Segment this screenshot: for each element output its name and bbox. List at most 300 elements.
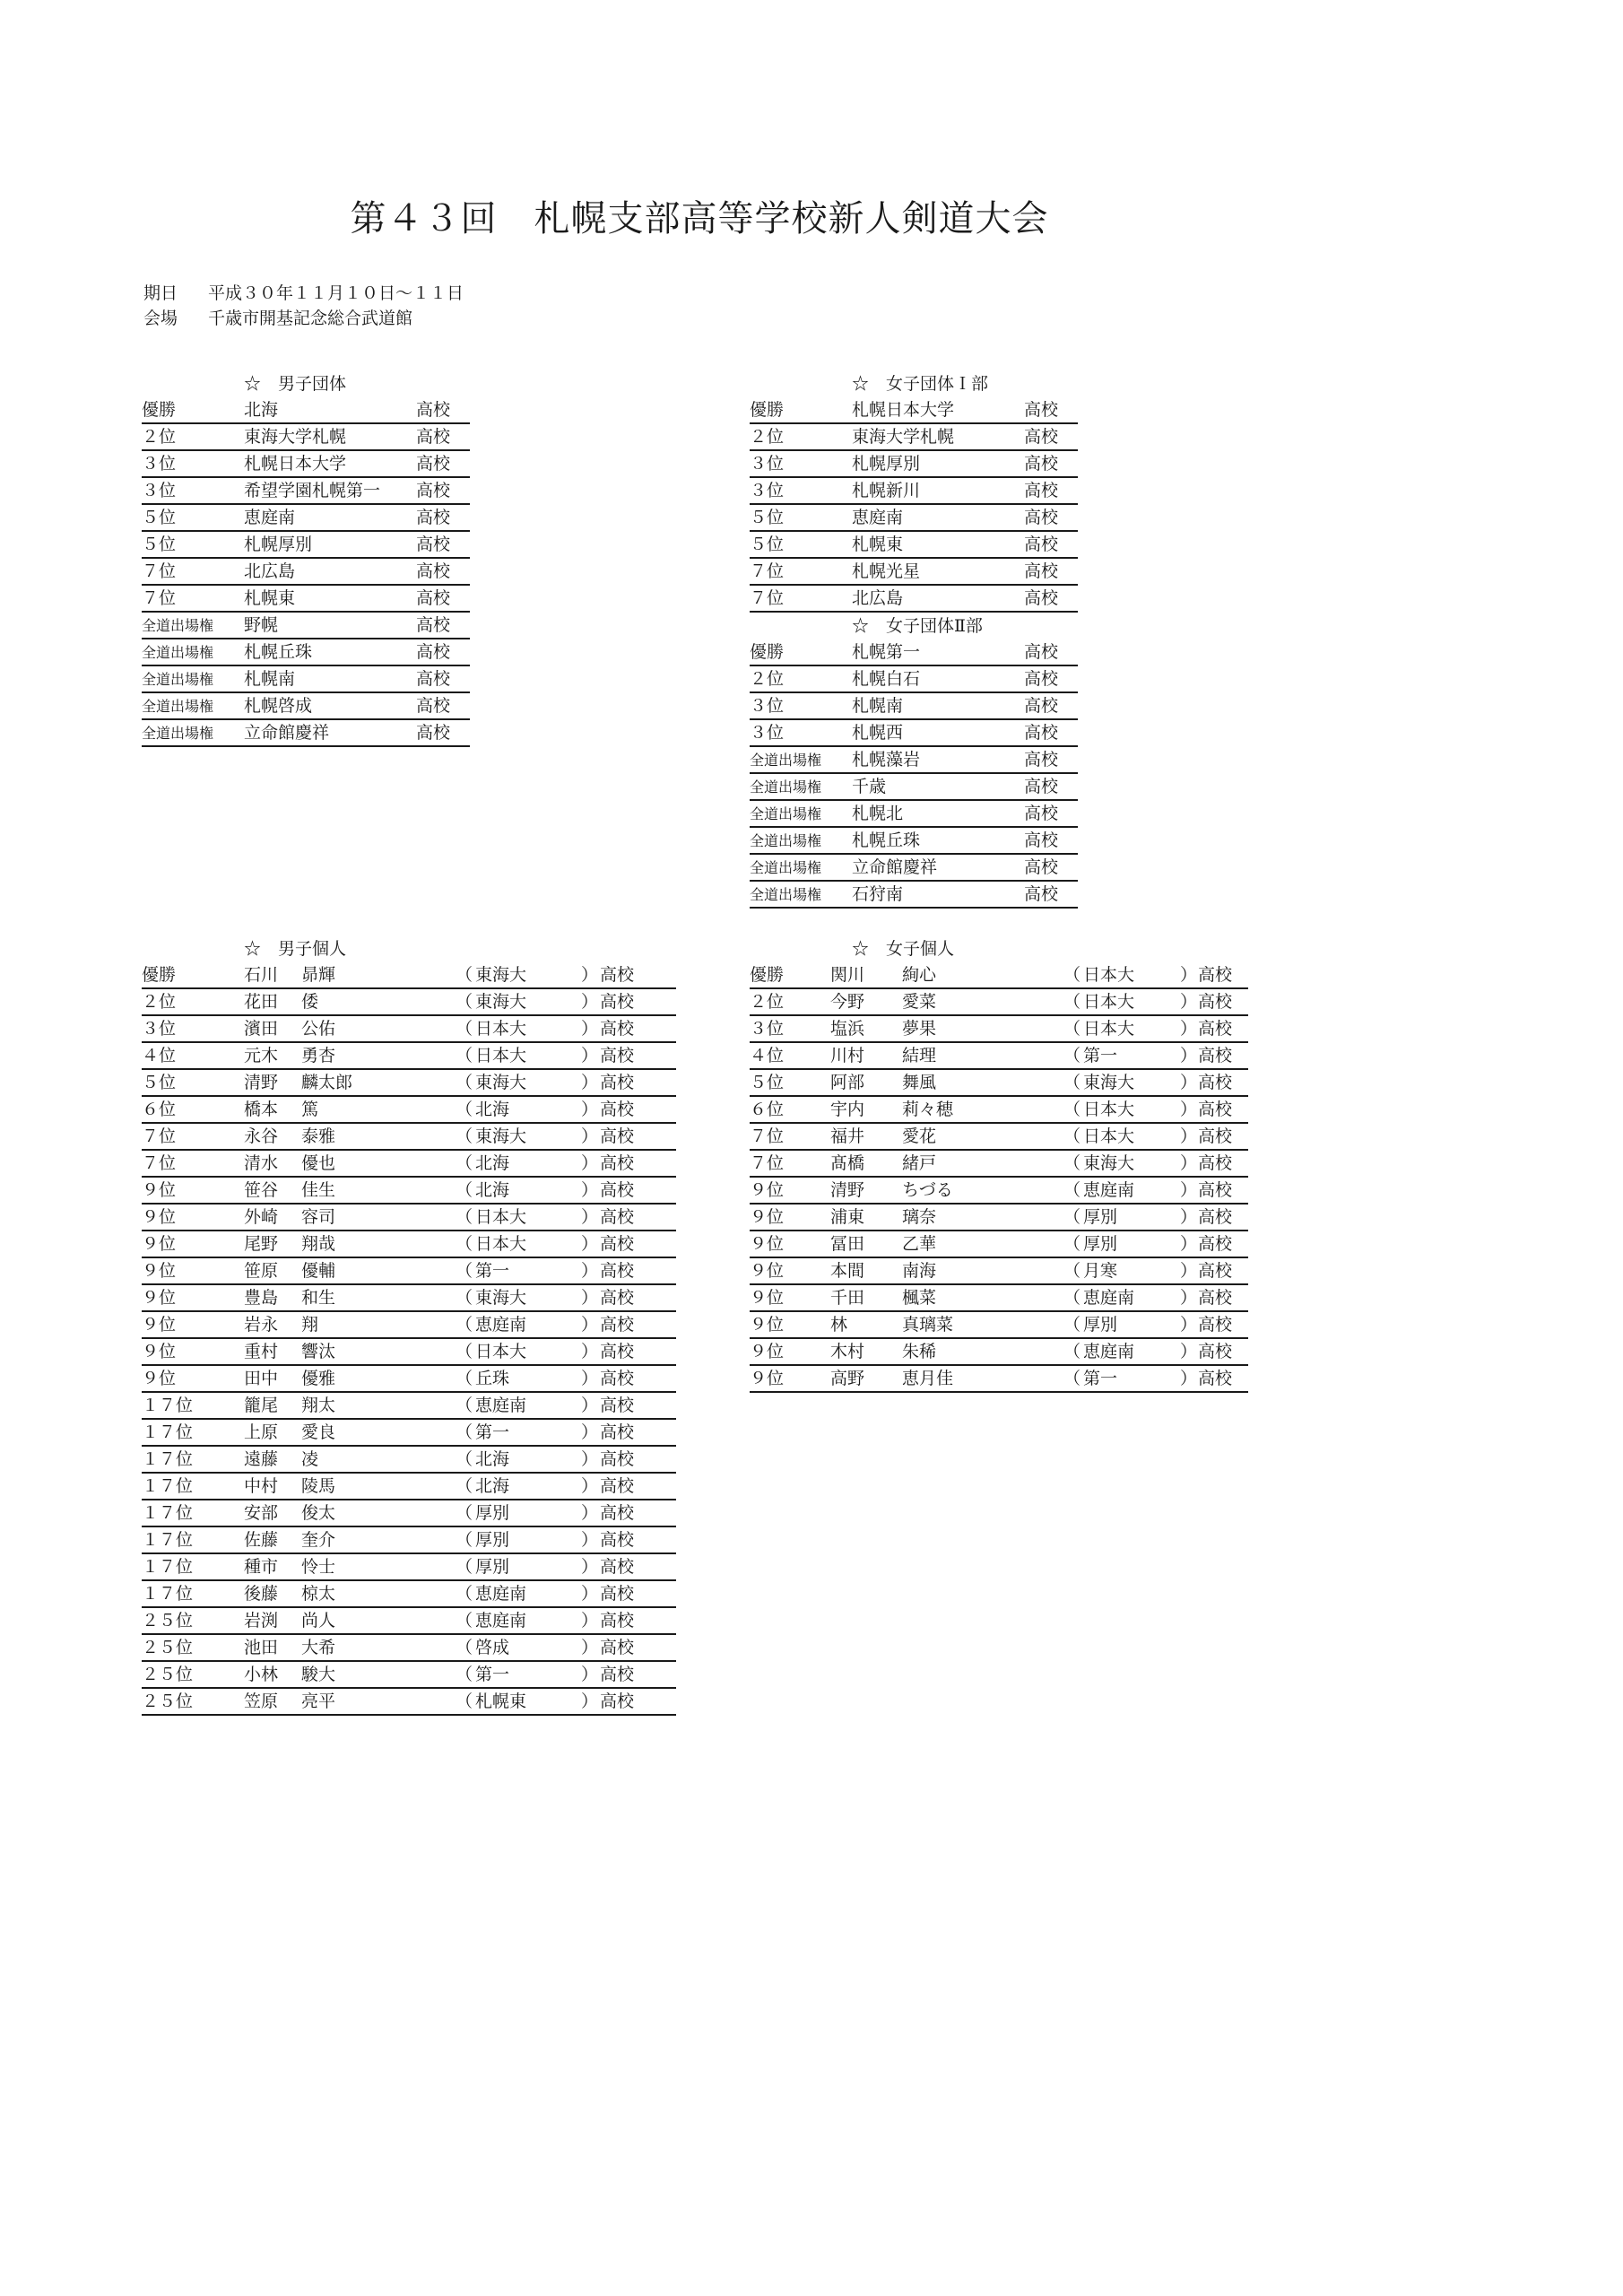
school-suffix: 高校 (1198, 992, 1233, 1012)
women-team-1-section (750, 370, 1078, 613)
rank: ５位 (142, 1073, 177, 1092)
school-suffix: 高校 (1024, 669, 1059, 689)
school-suffix: 高校 (1024, 777, 1059, 796)
close-paren: ） (581, 1342, 599, 1361)
open-paren: （ (1063, 1342, 1081, 1361)
individual-result-row (750, 1231, 1248, 1258)
rank: 全道出場権 (142, 644, 214, 661)
given-name: 乙華 (902, 1234, 937, 1254)
close-paren: ） (1180, 1153, 1198, 1173)
close-paren: ） (1180, 1180, 1198, 1200)
individual-result-row (750, 1258, 1248, 1285)
school-suffix: 高校 (1024, 481, 1059, 500)
family-name: 遠藤 (244, 1449, 279, 1469)
school-name: 野幌 (244, 615, 279, 635)
family-name: 阿部 (830, 1073, 865, 1092)
school-suffix: 高校 (1198, 1153, 1233, 1173)
given-name: 絢心 (902, 965, 937, 985)
given-name: 南海 (902, 1261, 937, 1281)
school-name: 恵庭南 (1083, 1288, 1135, 1308)
close-paren: ） (581, 1369, 599, 1388)
individual-result-row (142, 1258, 676, 1285)
close-paren: ） (1180, 992, 1198, 1012)
open-paren: （ (456, 1180, 473, 1200)
given-name: 駿大 (301, 1665, 336, 1684)
school-name: 札幌東 (852, 535, 904, 554)
family-name: 笠原 (244, 1692, 279, 1711)
close-paren: ） (581, 1019, 599, 1039)
given-name: 凌 (301, 1449, 319, 1469)
rank: ９位 (750, 1234, 785, 1254)
school-suffix: 高校 (600, 1261, 635, 1281)
school-suffix: 高校 (1024, 884, 1059, 904)
venue-value: 千歳市開基記念総合武道館 (208, 309, 413, 328)
open-paren: （ (1063, 1019, 1081, 1039)
team-result-row (142, 613, 470, 639)
team-result-row (750, 505, 1078, 532)
family-name: 尾野 (244, 1234, 279, 1254)
rank: ４位 (142, 1046, 177, 1065)
open-paren: （ (456, 1288, 473, 1308)
open-paren: （ (1063, 1261, 1081, 1281)
rank: ９位 (750, 1342, 785, 1361)
given-name: 緒戸 (902, 1153, 937, 1173)
school-name: 札幌厚別 (244, 535, 313, 554)
team-result-row (750, 397, 1078, 424)
family-name: 宇内 (830, 1100, 865, 1119)
team-result-row (142, 559, 470, 586)
school-suffix: 高校 (416, 669, 451, 689)
school-name: 第一 (1083, 1046, 1118, 1065)
team-result-row (750, 855, 1078, 882)
team-result-row (142, 666, 470, 693)
school-name: 第一 (1083, 1369, 1118, 1388)
given-name: 尚人 (301, 1611, 336, 1631)
individual-result-row (750, 1124, 1248, 1151)
school-name: 札幌藻岩 (852, 750, 921, 770)
school-suffix: 高校 (600, 1180, 635, 1200)
school-name: 恵庭南 (475, 1315, 527, 1335)
individual-result-row (750, 1178, 1248, 1205)
rank: ３位 (750, 723, 785, 743)
close-paren: ） (581, 1692, 599, 1711)
open-paren: （ (456, 965, 473, 985)
rank: １７位 (142, 1557, 194, 1577)
family-name: 豊島 (244, 1288, 279, 1308)
open-paren: （ (456, 1019, 473, 1039)
open-paren: （ (456, 1153, 473, 1173)
given-name: 愛良 (301, 1422, 336, 1442)
open-paren: （ (1063, 1369, 1081, 1388)
family-name: 清野 (830, 1180, 865, 1200)
school-suffix: 高校 (1198, 1207, 1233, 1227)
team-result-row (750, 532, 1078, 559)
school-suffix: 高校 (600, 1584, 635, 1604)
close-paren: ） (1180, 1126, 1198, 1146)
open-paren: （ (456, 1261, 473, 1281)
school-suffix: 高校 (416, 400, 451, 420)
family-name: 岩永 (244, 1315, 279, 1335)
open-paren: （ (456, 1315, 473, 1335)
family-name: 冨田 (830, 1234, 865, 1254)
given-name: 翔太 (301, 1396, 336, 1415)
individual-result-row (750, 1070, 1248, 1097)
given-name: 優雅 (301, 1369, 336, 1388)
individual-result-row (142, 1124, 676, 1151)
school-suffix: 高校 (1198, 965, 1233, 985)
school-suffix: 高校 (1024, 642, 1059, 662)
school-name: 東海大 (1083, 1073, 1135, 1092)
school-suffix: 高校 (416, 454, 451, 474)
rank: ９位 (142, 1261, 177, 1281)
given-name: 翔哉 (301, 1234, 336, 1254)
school-suffix: 高校 (416, 642, 451, 662)
school-suffix: 高校 (600, 1530, 635, 1550)
given-name: 奎介 (301, 1530, 336, 1550)
rank: ２５位 (142, 1611, 194, 1631)
school-name: 厚別 (475, 1557, 510, 1577)
rank: ４位 (750, 1046, 785, 1065)
individual-result-row (142, 1527, 676, 1554)
team-result-row (750, 424, 1078, 451)
school-suffix: 高校 (1024, 723, 1059, 743)
rank: ６位 (142, 1100, 177, 1119)
school-suffix: 高校 (1024, 561, 1059, 581)
school-name: 札幌東 (475, 1692, 527, 1711)
close-paren: ） (581, 1530, 599, 1550)
close-paren: ） (581, 992, 599, 1012)
open-paren: （ (456, 1665, 473, 1684)
school-suffix: 高校 (600, 1073, 635, 1092)
rank: ９位 (750, 1288, 785, 1308)
team-result-row (750, 747, 1078, 774)
individual-result-row (142, 1420, 676, 1447)
close-paren: ） (1180, 1288, 1198, 1308)
school-name: 東海大学札幌 (244, 427, 347, 447)
school-suffix: 高校 (1024, 831, 1059, 850)
family-name: 中村 (244, 1476, 279, 1496)
given-name: 優也 (301, 1153, 336, 1173)
close-paren: ） (581, 1476, 599, 1496)
school-name: 北海 (475, 1180, 510, 1200)
school-suffix: 高校 (600, 1396, 635, 1415)
given-name: 翔 (301, 1315, 319, 1335)
given-name: 舞風 (902, 1073, 937, 1092)
family-name: 林 (830, 1315, 848, 1335)
school-suffix: 高校 (1024, 750, 1059, 770)
given-name: 楓菜 (902, 1288, 937, 1308)
school-name: 厚別 (475, 1530, 510, 1550)
school-name: 日本大 (1083, 965, 1135, 985)
team-result-row (142, 478, 470, 505)
close-paren: ） (581, 1422, 599, 1442)
open-paren: （ (1063, 1315, 1081, 1335)
given-name: 勇杏 (301, 1046, 336, 1065)
individual-result-row (750, 1285, 1248, 1312)
individual-result-row (142, 1689, 676, 1716)
individual-result-row (142, 989, 676, 1016)
individual-result-row (142, 1581, 676, 1608)
school-name: 恵庭南 (244, 508, 296, 527)
team-result-row (142, 720, 470, 747)
school-suffix: 高校 (600, 1207, 635, 1227)
school-name: 希望学園札幌第一 (244, 481, 381, 500)
school-suffix: 高校 (1198, 1261, 1233, 1281)
school-suffix: 高校 (600, 1126, 635, 1146)
rank: ５位 (142, 535, 177, 554)
school-suffix: 高校 (1198, 1100, 1233, 1119)
school-suffix: 高校 (1198, 1126, 1233, 1146)
school-name: 東海大 (475, 992, 527, 1012)
rank: ７位 (750, 1126, 785, 1146)
given-name: 倭 (301, 992, 319, 1012)
team-result-row (750, 882, 1078, 909)
open-paren: （ (456, 1638, 473, 1657)
individual-result-row (142, 1312, 676, 1339)
rank: ９位 (750, 1180, 785, 1200)
school-name: 札幌日本大学 (244, 454, 347, 474)
school-suffix: 高校 (1198, 1073, 1233, 1092)
team-result-row (750, 639, 1078, 666)
school-name: 札幌北 (852, 804, 904, 823)
school-suffix: 高校 (600, 1369, 635, 1388)
close-paren: ） (581, 1557, 599, 1577)
family-name: 重村 (244, 1342, 279, 1361)
rank: １７位 (142, 1584, 194, 1604)
school-name: 北海 (244, 400, 279, 420)
rank: 優勝 (142, 400, 177, 420)
family-name: 川村 (830, 1046, 865, 1065)
rank: ９位 (750, 1207, 785, 1227)
team-result-row (142, 532, 470, 559)
rank: ７位 (750, 588, 785, 608)
open-paren: （ (1063, 1100, 1081, 1119)
open-paren: （ (456, 1126, 473, 1146)
team-result-row (750, 774, 1078, 801)
school-suffix: 高校 (600, 1234, 635, 1254)
individual-result-row (142, 1205, 676, 1231)
close-paren: ） (1180, 1207, 1198, 1227)
school-name: 第一 (475, 1665, 510, 1684)
school-suffix: 高校 (600, 1046, 635, 1065)
family-name: 濱田 (244, 1019, 279, 1039)
individual-result-row (142, 1097, 676, 1124)
men-individual-section (142, 935, 676, 1716)
family-name: 外崎 (244, 1207, 279, 1227)
school-name: 東海大学札幌 (852, 427, 955, 447)
rank: 優勝 (750, 965, 785, 985)
close-paren: ） (1180, 1261, 1198, 1281)
rank: ３位 (142, 454, 177, 474)
individual-result-row (142, 1016, 676, 1043)
section-title: ☆ 女子個人 (852, 939, 955, 959)
close-paren: ） (581, 1638, 599, 1657)
school-name: 日本大 (1083, 992, 1135, 1012)
school-suffix: 高校 (1024, 696, 1059, 716)
venue-label: 会場 (143, 309, 178, 328)
rank: 全道出場権 (750, 832, 822, 849)
school-suffix: 高校 (600, 965, 635, 985)
team-result-row (750, 666, 1078, 693)
rank: ２位 (142, 992, 177, 1012)
family-name: 木村 (830, 1342, 865, 1361)
family-name: 笹谷 (244, 1180, 279, 1200)
women-individual-section (750, 935, 1248, 1393)
school-name: 東海大 (475, 965, 527, 985)
close-paren: ） (581, 1261, 599, 1281)
school-suffix: 高校 (600, 1638, 635, 1657)
rank: ５位 (750, 1073, 785, 1092)
individual-result-row (142, 1447, 676, 1474)
family-name: 本間 (830, 1261, 865, 1281)
school-name: 日本大 (1083, 1100, 1135, 1119)
close-paren: ） (1180, 1234, 1198, 1254)
individual-result-row (142, 1554, 676, 1581)
individual-result-row (142, 1285, 676, 1312)
school-name: 第一 (475, 1422, 510, 1442)
family-name: 安部 (244, 1503, 279, 1523)
close-paren: ） (581, 1449, 599, 1469)
open-paren: （ (456, 1611, 473, 1631)
family-name: 千田 (830, 1288, 865, 1308)
rank: ９位 (142, 1342, 177, 1361)
given-name: 夢果 (902, 1019, 937, 1039)
rank: 全道出場権 (750, 886, 822, 903)
family-name: 田中 (244, 1369, 279, 1388)
school-name: 東海大 (475, 1126, 527, 1146)
rank: ９位 (142, 1234, 177, 1254)
school-name: 北海 (475, 1153, 510, 1173)
team-result-row (750, 828, 1078, 855)
rank: ９位 (750, 1261, 785, 1281)
school-name: 啓成 (475, 1638, 510, 1657)
school-name: 北海 (475, 1100, 510, 1119)
school-suffix: 高校 (416, 615, 451, 635)
school-name: 恵庭南 (1083, 1342, 1135, 1361)
individual-result-row (750, 962, 1248, 989)
open-paren: （ (1063, 1046, 1081, 1065)
open-paren: （ (1063, 1126, 1081, 1146)
rank: 優勝 (142, 965, 177, 985)
given-name: 昴輝 (301, 965, 336, 985)
open-paren: （ (456, 1584, 473, 1604)
open-paren: （ (456, 1396, 473, 1415)
rank: ３位 (750, 454, 785, 474)
open-paren: （ (456, 1503, 473, 1523)
family-name: 橋本 (244, 1100, 279, 1119)
rank: ２５位 (142, 1692, 194, 1711)
individual-result-row (142, 962, 676, 989)
open-paren: （ (456, 1422, 473, 1442)
school-suffix: 高校 (1198, 1046, 1233, 1065)
school-suffix: 高校 (1024, 427, 1059, 447)
family-name: 種市 (244, 1557, 279, 1577)
given-name: 陵馬 (301, 1476, 336, 1496)
open-paren: （ (456, 1207, 473, 1227)
individual-result-row (142, 1178, 676, 1205)
school-name: 東海大 (1083, 1153, 1135, 1173)
rank: １７位 (142, 1449, 194, 1469)
school-name: 北広島 (244, 561, 296, 581)
school-suffix: 高校 (600, 1503, 635, 1523)
team-result-row (750, 478, 1078, 505)
team-result-row (142, 505, 470, 532)
school-suffix: 高校 (600, 1100, 635, 1119)
rank: ９位 (142, 1288, 177, 1308)
given-name: 響汰 (301, 1342, 336, 1361)
close-paren: ） (581, 1396, 599, 1415)
individual-result-row (142, 1366, 676, 1393)
rank: ９位 (750, 1315, 785, 1335)
school-suffix: 高校 (1024, 857, 1059, 877)
open-paren: （ (456, 1342, 473, 1361)
school-name: 東海大 (475, 1073, 527, 1092)
school-name: 札幌南 (244, 669, 296, 689)
school-name: 札幌日本大学 (852, 400, 955, 420)
individual-result-row (142, 1635, 676, 1662)
close-paren: ） (581, 1611, 599, 1631)
open-paren: （ (456, 1046, 473, 1065)
team-result-row (142, 693, 470, 720)
team-result-row (142, 397, 470, 424)
school-name: 月寒 (1083, 1261, 1118, 1281)
school-name: 第一 (475, 1261, 510, 1281)
individual-result-row (142, 1393, 676, 1420)
school-name: 丘珠 (475, 1369, 510, 1388)
open-paren: （ (456, 1557, 473, 1577)
family-name: 後藤 (244, 1584, 279, 1604)
family-name: 福井 (830, 1126, 865, 1146)
rank: ３位 (750, 1019, 785, 1039)
individual-result-row (750, 1205, 1248, 1231)
close-paren: ） (581, 1288, 599, 1308)
close-paren: ） (581, 1100, 599, 1119)
close-paren: ） (1180, 965, 1198, 985)
school-name: 日本大 (475, 1207, 527, 1227)
team-result-row (142, 586, 470, 613)
school-name: 札幌白石 (852, 669, 921, 689)
open-paren: （ (1063, 965, 1081, 985)
family-name: 清水 (244, 1153, 279, 1173)
rank: ７位 (142, 561, 177, 581)
school-suffix: 高校 (600, 1342, 635, 1361)
school-name: 厚別 (475, 1503, 510, 1523)
open-paren: （ (1063, 1073, 1081, 1092)
school-suffix: 高校 (600, 1019, 635, 1039)
open-paren: （ (456, 1073, 473, 1092)
rank: 全道出場権 (142, 698, 214, 715)
open-paren: （ (456, 1692, 473, 1711)
close-paren: ） (1180, 1019, 1198, 1039)
rank: １７位 (142, 1422, 194, 1442)
open-paren: （ (456, 1369, 473, 1388)
open-paren: （ (1063, 1288, 1081, 1308)
family-name: 元木 (244, 1046, 279, 1065)
school-name: 札幌東 (244, 588, 296, 608)
school-suffix: 高校 (1024, 508, 1059, 527)
rank: ９位 (142, 1180, 177, 1200)
school-name: 恵庭南 (475, 1584, 527, 1604)
rank: ２位 (750, 427, 785, 447)
individual-result-row (142, 1043, 676, 1070)
section-title: ☆ 男子団体 (244, 374, 347, 394)
close-paren: ） (581, 1046, 599, 1065)
school-name: 厚別 (1083, 1207, 1118, 1227)
school-suffix: 高校 (600, 1153, 635, 1173)
school-name: 北海 (475, 1449, 510, 1469)
school-suffix: 高校 (416, 508, 451, 527)
individual-result-row (750, 1043, 1248, 1070)
